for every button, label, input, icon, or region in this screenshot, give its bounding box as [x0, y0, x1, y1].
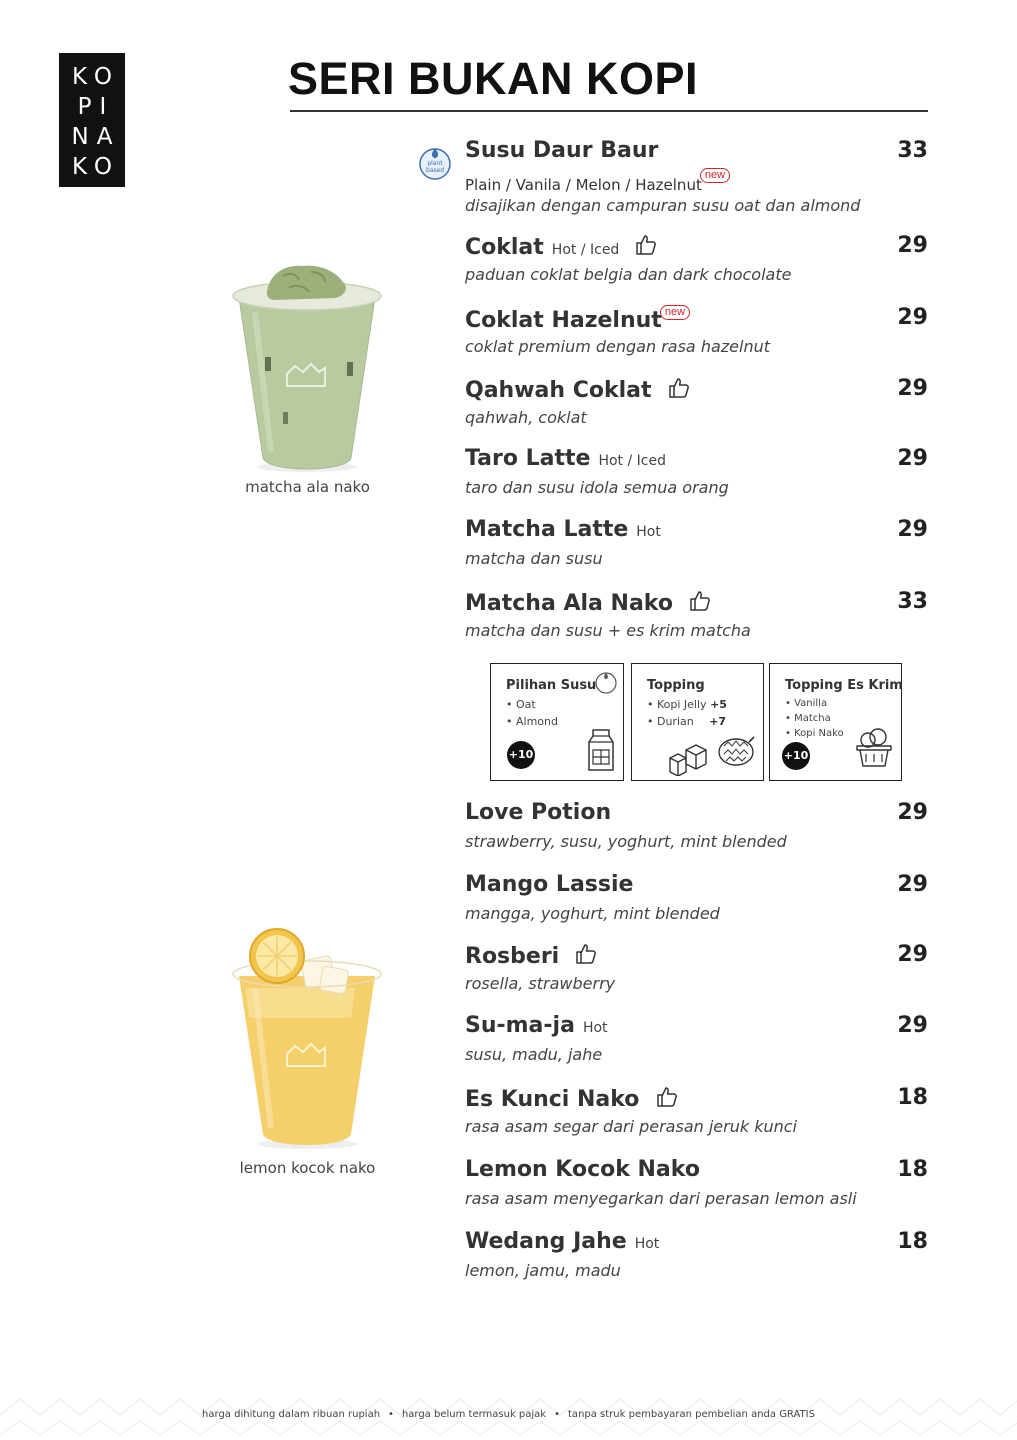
item-price: 33: [897, 589, 928, 614]
addon-box-icecream: [769, 663, 902, 781]
addon-box-topping: [631, 663, 764, 781]
menu-item: [465, 517, 928, 568]
thumbs-up-icon: [688, 589, 712, 613]
footer-separator: •: [388, 1409, 394, 1420]
thumbs-up-icon: [667, 376, 691, 400]
lemon-kocok-nako-photo: [225, 928, 390, 1150]
addon-option-price: +5: [710, 698, 727, 711]
item-price: 29: [897, 446, 928, 471]
item-temperature-tag: Hot: [636, 524, 661, 540]
jelly-cubes-icon: [668, 738, 714, 776]
logo-text-row-3: NA: [71, 124, 121, 150]
item-description: qahwah, coklat: [465, 408, 587, 427]
menu-item: [465, 138, 928, 215]
milk-carton-icon: [587, 728, 615, 772]
menu-item: [465, 1085, 928, 1136]
item-description: taro dan susu idola semua orang: [465, 478, 729, 497]
item-name: Taro Latte: [465, 446, 591, 471]
item-temperature-tag: Hot / Iced: [551, 242, 620, 258]
addon-option: • Kopi Jelly: [647, 698, 707, 711]
item-description: strawberry, susu, yoghurt, mint blended: [465, 832, 787, 851]
item-name: Coklat: [465, 235, 544, 260]
item-name: Wedang Jahe: [465, 1229, 627, 1254]
thumbs-up-icon: [634, 233, 658, 257]
item-price: 18: [897, 1157, 928, 1182]
new-badge: new: [700, 168, 730, 183]
menu-item: [465, 872, 928, 923]
item-name: Lemon Kocok Nako: [465, 1157, 700, 1182]
menu-item: [465, 446, 928, 497]
item-price: 29: [897, 800, 928, 825]
item-name: Susu Daur Baur: [465, 138, 659, 163]
item-description: mangga, yoghurt, mint blended: [465, 904, 720, 923]
footer-notes: [0, 1409, 1017, 1420]
item-description: lemon, jamu, madu: [465, 1261, 621, 1280]
item-description: susu, madu, jahe: [465, 1045, 603, 1064]
item-description: rasa asam segar dari perasan jeruk kunci: [465, 1117, 797, 1136]
item-name: Rosberi: [465, 944, 560, 969]
plant-based-icon: [418, 146, 452, 180]
footer-note: harga belum termasuk pajak: [401, 1409, 547, 1420]
durian-icon: [716, 734, 756, 770]
item-temperature-tag: Hot: [634, 1236, 660, 1252]
menu-item: [465, 942, 928, 993]
item-name: Mango Lassie: [465, 872, 634, 897]
new-badge: new: [660, 305, 690, 320]
item-price: 33: [897, 138, 928, 163]
item-name: Matcha Ala Nako: [465, 591, 673, 616]
item-price: 29: [897, 517, 928, 542]
item-description: rosella, strawberry: [465, 974, 616, 993]
menu-item: [465, 305, 928, 356]
item-price: 29: [897, 942, 928, 967]
addon-price-badge: +10: [507, 741, 535, 769]
item-description: matcha dan susu: [465, 549, 603, 568]
menu-item: [465, 1157, 928, 1208]
menu-item: [465, 1229, 928, 1280]
addon-option: • Vanilla: [785, 698, 828, 709]
menu-item: [465, 233, 928, 284]
item-description: rasa asam menyegarkan dari perasan lemon asli: [465, 1189, 857, 1208]
plant-badge-line2: based: [425, 167, 445, 174]
addon-option: • Almond: [506, 715, 558, 728]
logo-text-row-2: PI: [77, 94, 115, 120]
item-name: Love Potion: [465, 800, 612, 825]
item-temperature-tag: Hot: [582, 1020, 608, 1036]
item-name: Su-ma-ja: [465, 1013, 575, 1038]
item-variants: Plain / Vanila / Melon / Hazelnut: [465, 176, 702, 194]
item-price: 18: [897, 1085, 928, 1110]
page-title: SERI BUKAN KOPI: [288, 53, 699, 104]
brand-logo: [59, 53, 125, 187]
item-price: 29: [897, 376, 928, 401]
photo-caption: lemon kocok nako: [239, 1159, 376, 1177]
item-name: Coklat Hazelnut: [465, 308, 662, 333]
title-divider: [290, 110, 928, 112]
item-temperature-tag: Hot / Iced: [598, 453, 666, 469]
item-price: 29: [897, 872, 928, 897]
footer-note: tanpa struk pembayaran pembelian anda GRATIS: [568, 1409, 815, 1420]
menu-item: [465, 376, 928, 427]
thumbs-up-icon: [574, 942, 598, 966]
matcha-ala-nako-photo: [225, 262, 390, 474]
item-price: 18: [897, 1229, 928, 1254]
item-description: disajikan dengan campuran susu oat dan almond: [465, 196, 861, 215]
addon-box-title: Topping: [647, 678, 705, 693]
addon-option: • Kopi Nako: [785, 728, 844, 739]
item-name: Qahwah Coklat: [465, 378, 652, 403]
logo-text-row-4: KO: [72, 154, 120, 180]
item-name: Matcha Latte: [465, 517, 629, 542]
addon-option: • Oat: [506, 698, 536, 711]
addon-box-milk: [490, 663, 624, 781]
photo-caption: matcha ala nako: [245, 478, 370, 496]
item-name: Es Kunci Nako: [465, 1087, 640, 1112]
footer-separator: •: [554, 1409, 561, 1420]
footer-note: harga dihitung dalam ribuan rupiah: [202, 1409, 381, 1420]
item-description: matcha dan susu + es krim matcha: [465, 621, 751, 640]
logo-text-row-1: KO: [72, 64, 120, 90]
addon-option: • Matcha: [785, 713, 831, 724]
plant-based-icon: [595, 672, 617, 694]
ice-cream-cup-icon: [854, 726, 894, 770]
addon-option: • Durian: [647, 715, 694, 728]
menu-item: [465, 800, 928, 851]
menu-item: [465, 589, 928, 640]
item-description: paduan coklat belgia dan dark chocolate: [465, 265, 792, 284]
item-price: 29: [897, 305, 928, 330]
addon-price-badge: +10: [782, 742, 810, 770]
addon-box-title: Topping Es Krim: [785, 678, 903, 693]
menu-item: [465, 1013, 928, 1064]
item-description: coklat premium dengan rasa hazelnut: [465, 337, 771, 356]
addon-box-title: Pilihan Susu: [506, 678, 597, 693]
thumbs-up-icon: [655, 1085, 679, 1109]
addon-option-price: +7: [709, 715, 727, 728]
item-price: 29: [897, 233, 928, 258]
item-price: 29: [897, 1013, 928, 1038]
plant-badge-line1: plant: [427, 160, 443, 167]
